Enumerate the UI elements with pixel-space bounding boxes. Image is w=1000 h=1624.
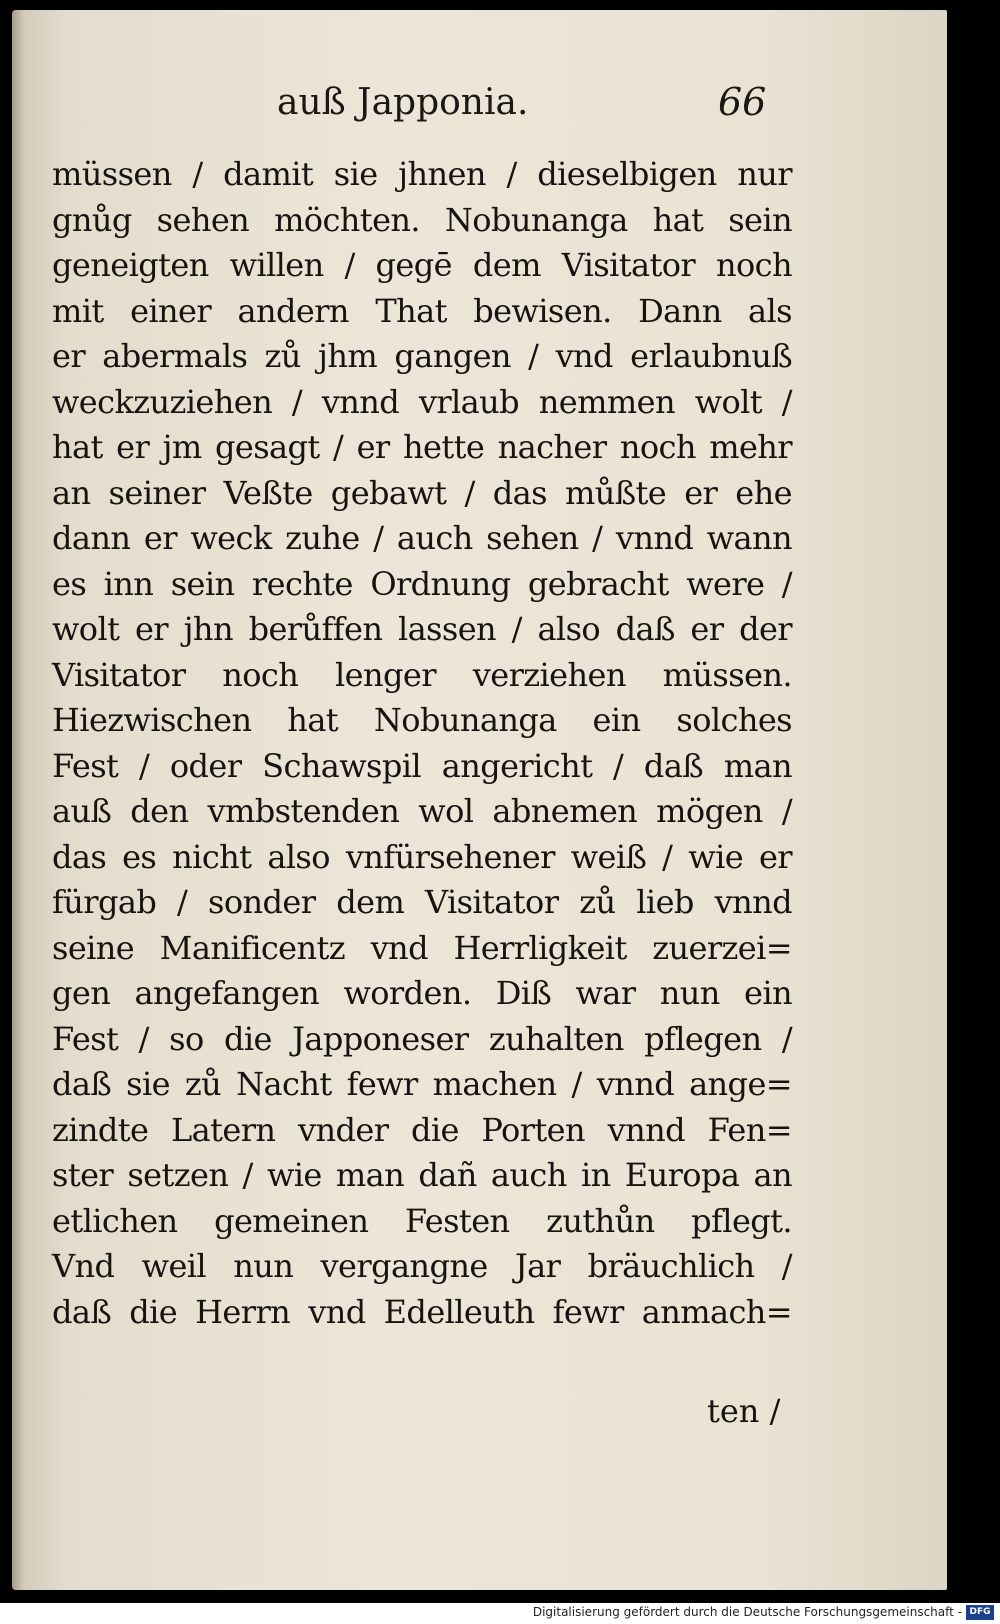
text-line: Hiezwischen hat Nobunanga ein solches: [52, 701, 792, 739]
funding-credit: Digitalisierung gefördert durch die Deutsche Forschungsgemeinschaft -: [532, 1605, 962, 1619]
text-line: seine Manificentz vnd Herrligkeit zuerzei=: [52, 928, 792, 967]
text-line: Fest / oder Schawspil angericht / daß man: [52, 746, 792, 785]
text-line: hat er jm gesagt / er hette nacher noch mehr: [52, 428, 792, 466]
text-line: gnůg sehen möchten. Nobunanga hat sein: [52, 200, 792, 239]
book-page: [12, 10, 947, 1590]
text-line: gen angefangen worden. Diß war nun ein: [52, 974, 792, 1012]
page-header: [12, 72, 947, 132]
catchword: ten /: [707, 1392, 781, 1430]
dfg-logo: DFG: [966, 1605, 994, 1620]
text-line: das es nicht also vnfürsehener weiß / wie er: [52, 837, 792, 876]
text-line: Fest / so die Japponeser zuhalten pflegen /: [52, 1019, 792, 1058]
text-line: geneigten willen / gegē dem Visitator noch: [52, 246, 792, 284]
text-line: Vnd weil nun vergangne Jar bräuchlich /: [52, 1247, 792, 1285]
text-line: ster setzen / wie man dañ auch in Europa an: [52, 1156, 792, 1194]
page-number: 66: [718, 80, 767, 124]
text-line: daß die Herrn vnd Edelleuth fewr anmach=: [52, 1292, 792, 1331]
text-line: wolt er jhn berůffen lassen / also daß er der: [52, 610, 792, 648]
running-head: auß Japponia.: [277, 82, 529, 123]
text-line: er abermals zů jhm gangen / vnd erlaubnuß: [52, 337, 792, 375]
text-line: dann er weck zuhe / auch sehen / vnnd wann: [52, 519, 792, 557]
text-line: müssen / damit sie jhnen / dieselbigen nur: [52, 155, 792, 193]
page-gutter-edge: [12, 10, 26, 1590]
text-line: auß den vmbstenden wol abnemen mögen /: [52, 792, 792, 830]
text-line: daß sie zů Nacht fewr machen / vnnd ange=: [52, 1065, 792, 1103]
footer-bar: [0, 1603, 1000, 1624]
text-line: etlichen gemeinen Festen zuthůn pflegt.: [52, 1201, 792, 1240]
text-line: mit einer andern That bewisen. Dann als: [52, 291, 792, 330]
text-line: an seiner Veßte gebawt / das můßte er ehe: [52, 473, 792, 512]
text-line: fürgab / sonder dem Visitator zů lieb vnnd: [52, 883, 792, 921]
text-line: weckzuziehen / vnnd vrlaub nemmen wolt /: [52, 382, 792, 421]
body-text: [52, 152, 792, 1335]
text-line: es inn sein rechte Ordnung gebracht were /: [52, 564, 792, 603]
text-line: zindte Latern vnder die Porten vnnd Fen=: [52, 1110, 792, 1149]
text-line: Visitator noch lenger verziehen müssen.: [52, 655, 792, 694]
